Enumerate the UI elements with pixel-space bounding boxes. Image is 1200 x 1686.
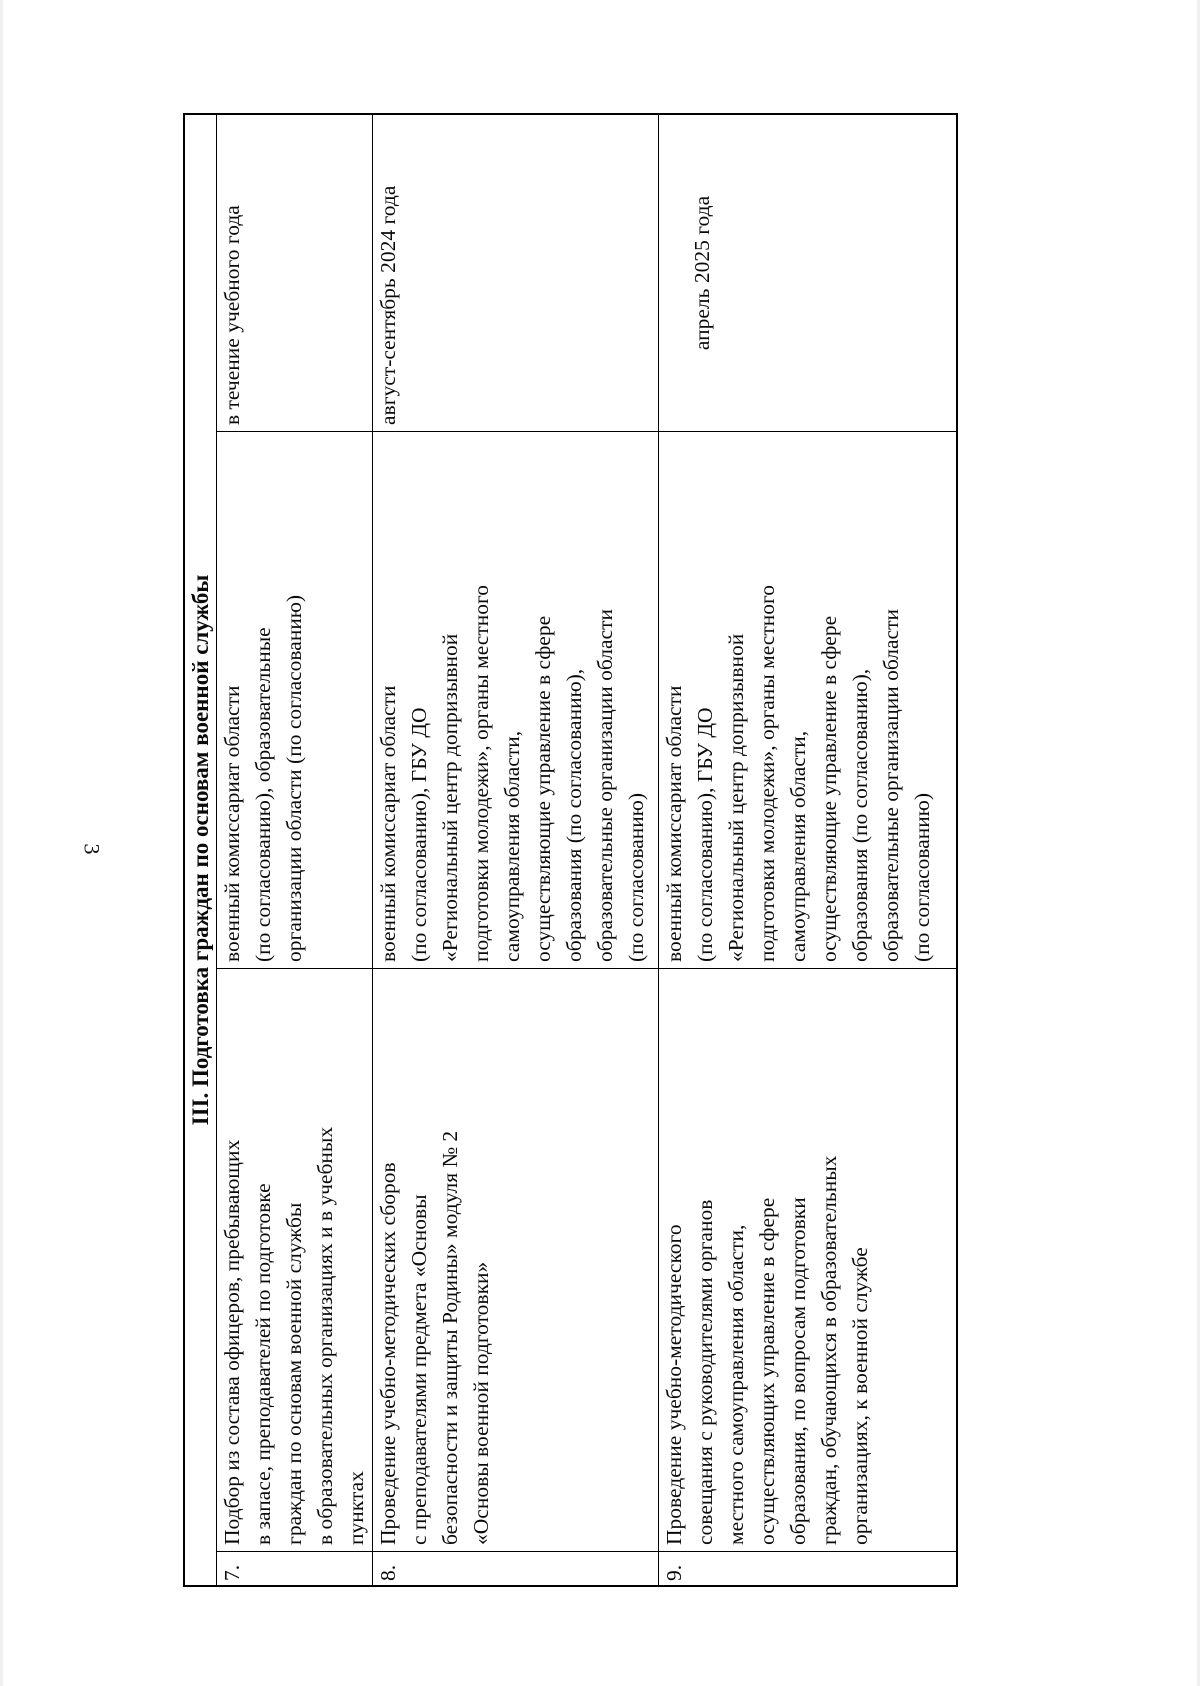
row-number: 8. — [373, 1551, 658, 1585]
row-number: 7. — [217, 1551, 372, 1585]
event-cell: Проведение учебно-методических сборов с преподавателями предмета «Основы безопасности и защиты Родины» модуля № 2 «Основы военной подготовки» — [373, 968, 658, 1551]
plan-table — [183, 113, 958, 1587]
plan-table-rotated-frame — [183, 113, 958, 1587]
table-row-9 — [659, 115, 956, 1585]
event-cell: Проведение учебно-методического совещания с руководителями органов местного самоуправления области, осуществляющих управление в сфере образования, по вопросам подготовки граждан, обучающихся в образовательных организациях, к военной службе — [659, 968, 956, 1551]
event-cell: Подбор из состава офицеров, пребывающих в запасе, преподавателей по подготовке граждан по основам военной службы в образовательных организациях и в учебных пунктах — [217, 968, 372, 1551]
page-number: 3 — [79, 843, 105, 855]
timing-cell: в течение учебного года — [220, 205, 244, 425]
table-row-7 — [217, 115, 373, 1585]
timing-cell: август-сентябрь 2024 года — [376, 185, 400, 425]
scan-left-edge — [0, 0, 3, 1686]
responsible-cell: военный комиссариат области (по согласованию), образовательные организации области (по согласованию) — [217, 431, 372, 968]
responsible-cell: военный комиссариат области (по согласованию), ГБУ ДО «Региональный центр допризывной подготовки молодежи», органы местного самоуправления области, осуществляющие управление в сфере образования (по согласованию), образовательные организации области (по согласованию) — [373, 431, 658, 968]
table-row-8 — [373, 115, 659, 1585]
timing-cell: апрель 2025 года — [690, 195, 714, 351]
section-title: III. Подготовка граждан по основам военной службы — [185, 115, 217, 1585]
row-number: 9. — [659, 1551, 956, 1585]
responsible-cell: военный комиссариат области (по согласованию), ГБУ ДО «Региональный центр допризывной подготовки молодежи», органы местного самоуправления области, осуществляющие управление в сфере образования (по согласованию), образовательные организации области (по согласованию) — [659, 431, 956, 968]
